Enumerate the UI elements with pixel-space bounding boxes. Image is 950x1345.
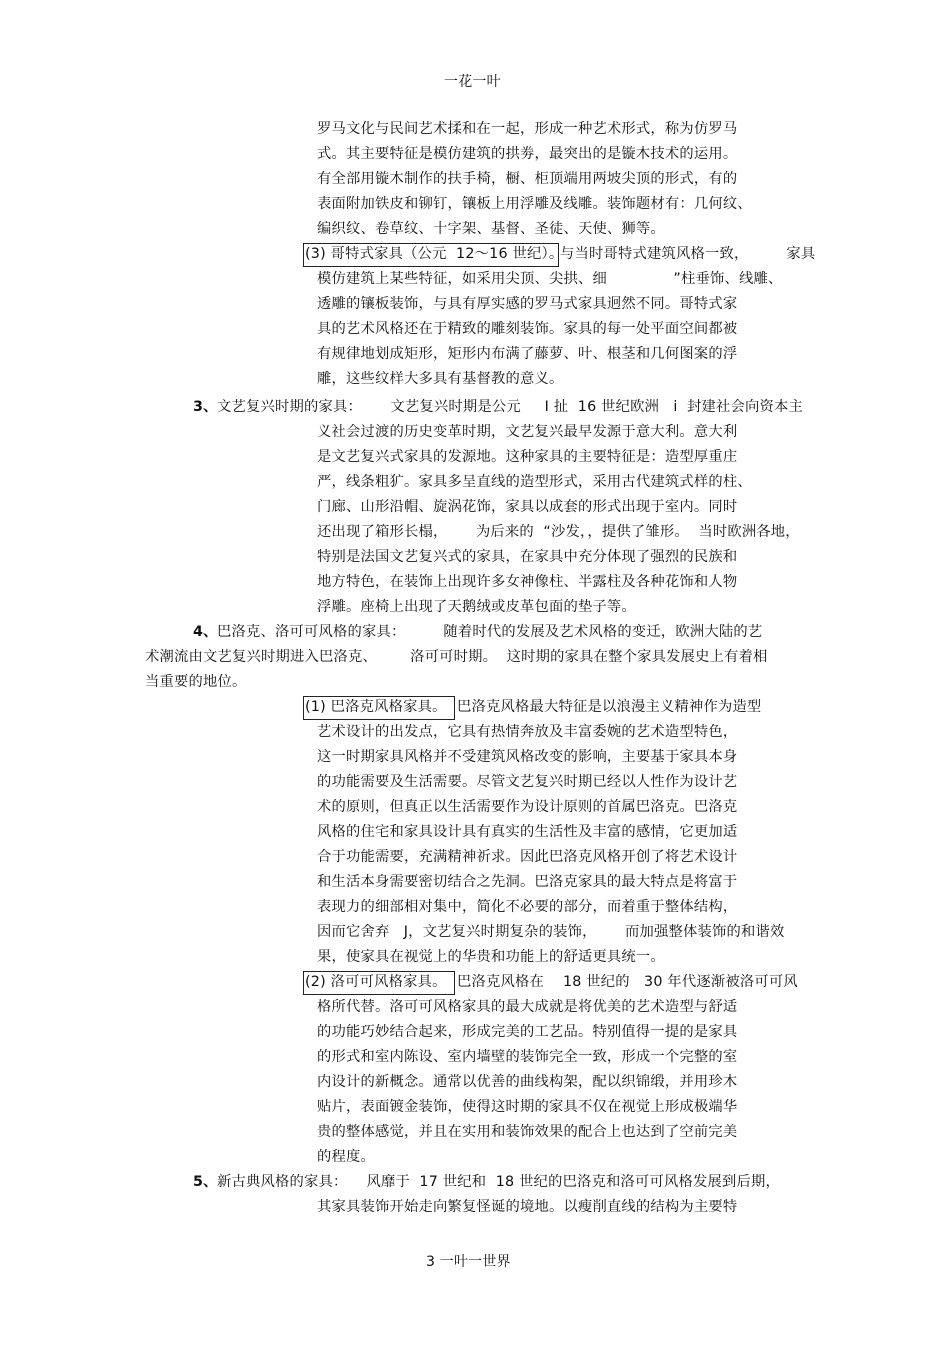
text-line: 地方特色，在装饰上出现许多女神像柱、半露柱及各种花饰和人物: [317, 574, 738, 590]
text-line: 内设计的新概念。通常以优善的曲线构架，配以织锦缎，并用珍木: [317, 1074, 738, 1090]
text-line: 的形式和室内陈设、室内墙壁的装饰完全一致，形成一个完整的室: [317, 1049, 738, 1065]
text-line: 浮雕。座椅上出现了天鹅绒或皮革包面的垫子等。: [317, 599, 636, 615]
text-line: 格所代替。洛可可风格家具的最大成就是将优美的艺术造型与舒适: [317, 999, 738, 1015]
text-line: 义社会过渡的历史变革时期，文艺复兴最早发源于意大利。意大利: [317, 424, 738, 440]
text-line: 式。其主要特征是模仿建筑的拱劵，最突出的是镟木技术的运用。: [317, 146, 738, 162]
text-line: 与当时哥特式建筑风格一致， 家具: [560, 246, 816, 262]
text-line: 果，使家具在视觉上的华贵和功能上的舒适更具统一。: [317, 949, 665, 965]
text-line: 还出现了箱形长榻， 为后来的 “沙发，，提供了雏形。 当时欧洲各地，: [317, 524, 800, 540]
text-line: 的功能巧妙结合起来，形成完美的工艺品。特别值得一提的是家具: [317, 1024, 738, 1040]
text-line: 有全部用镟木制作的扶手椅，橱、柜顶端用两坡尖顶的形式，有的: [317, 171, 738, 187]
text-line: 编织纹、卷草纹、十字架、基督、圣徒、天使、狮等。: [317, 221, 665, 237]
text-line: 雕，这些纹样大多具有基督教的意义。: [317, 371, 564, 387]
text-line: 其家具装饰开始走向繁复怪诞的境地。以瘦削直线的结构为主要特: [317, 1199, 738, 1215]
text-line: 风格的住宅和家具设计具有真实的生活性及丰富的感情，它更加适: [317, 824, 738, 840]
page-footer: 3 一叶一世界: [426, 1254, 511, 1270]
text-line: 的功能需要及生活需要。尽管文艺复兴时期已经以人性作为设计艺: [317, 774, 738, 790]
subsection-heading: (1) 巴洛克风格家具。: [305, 699, 447, 715]
text-line: 表面附加铁皮和铆钉，镶板上用浮雕及线雕。装饰题材有：几何纹、: [317, 196, 752, 212]
text-line: 这一时期家具风格并不受建筑风格改变的影响，主要基于家具本身: [317, 749, 738, 765]
text-line: 术潮流由文艺复兴时期进入巴洛克、 洛可可时期。 这时期的家具在整个家具发展史上有着相: [145, 649, 768, 665]
text-line: 巴洛克风格在 18 世纪的 30 年代逐渐被洛可可风: [457, 974, 798, 990]
text-line: 门廊、山形沿帽、旋涡花饰，家具以成套的形式出现于室内。同时: [317, 499, 738, 515]
section-heading-line: 新古典风格的家具： 风靡于 17 世纪和 18 世纪的巴洛克和洛可可风格发展到后期，: [217, 1174, 781, 1190]
text-line: 有规律地划成矩形，矩形内布满了藤萝、叶、根茎和几何图案的浮: [317, 346, 738, 362]
section-number: 4、: [193, 624, 218, 640]
text-line: 透雕的镶板装饰，与具有厚实感的罗马式家具迥然不同。哥特式家: [317, 296, 738, 312]
subsection-heading: (3) 哥特式家具（公元 12～16 世纪）。: [305, 246, 564, 262]
text-line: 因而它舍弃 J，文艺复兴时期复杂的装饰， 而加强整体装饰的和谐效: [317, 924, 785, 940]
text-line: 合于功能需要，充满精神祈求。因此巴洛克风格开创了将艺术设计: [317, 849, 738, 865]
section-number: 5、: [193, 1174, 218, 1190]
subsection-heading: (2) 洛可可风格家具。: [305, 974, 447, 990]
text-line: 艺术设计的出发点，它具有热情奔放及丰富委婉的艺术造型特色，: [317, 724, 738, 740]
text-line: 是文艺复兴式家具的发源地。这种家具的主要特征是：造型厚重庄: [317, 449, 738, 465]
section-heading-line: 文艺复兴时期的家具： 文艺复兴时期是公元 I 扯 16 世纪欧洲 i 封建社会向资本主: [217, 399, 803, 415]
text-line: 表现力的细部相对集中，简化不必要的部分，而着重于整体结构，: [317, 899, 738, 915]
text-line: 贵的整体感觉，并且在实用和装饰效果的配合上也达到了空前完美: [317, 1124, 738, 1140]
text-line: 模仿建筑上某些特征，如采用尖顶、尖拱、细 ”柱垂饰、线雕、: [317, 271, 783, 287]
text-line: 严，线条粗犷。家具多呈直线的造型形式，采用古代建筑式样的柱、: [317, 474, 752, 490]
page-header: 一花一叶: [444, 74, 501, 90]
text-line: 当重要的地位。: [145, 674, 247, 690]
text-line: 和生活本身需要密切结合之先洞。巴洛克家具的最大特点是将富于: [317, 874, 738, 890]
text-line: 的程度。: [317, 1149, 375, 1165]
text-line: 巴洛克风格最大特征是以浪漫主义精神作为造型: [457, 699, 762, 715]
section-number: 3、: [193, 399, 218, 415]
section-heading-line: 巴洛克、洛可可风格的家具： 随着时代的发展及艺术风格的变迁，欧洲大陆的艺: [217, 624, 763, 640]
text-line: 特别是法国文艺复兴式的家具，在家具中充分体现了强烈的民族和: [317, 549, 738, 565]
text-line: 术的原则，但真正以生活需要作为设计原则的首属巴洛克。巴洛克: [317, 799, 738, 815]
text-line: 具的艺术风格还在于精致的雕刻装饰。家具的每一处平面空间都被: [317, 321, 738, 337]
text-line: 贴片，表面镀金装饰，使得这时期的家具不仅在视觉上形成极端华: [317, 1099, 738, 1115]
text-line: 罗马文化与民间艺术揉和在一起，形成一种艺术形式，称为仿罗马: [317, 121, 738, 137]
